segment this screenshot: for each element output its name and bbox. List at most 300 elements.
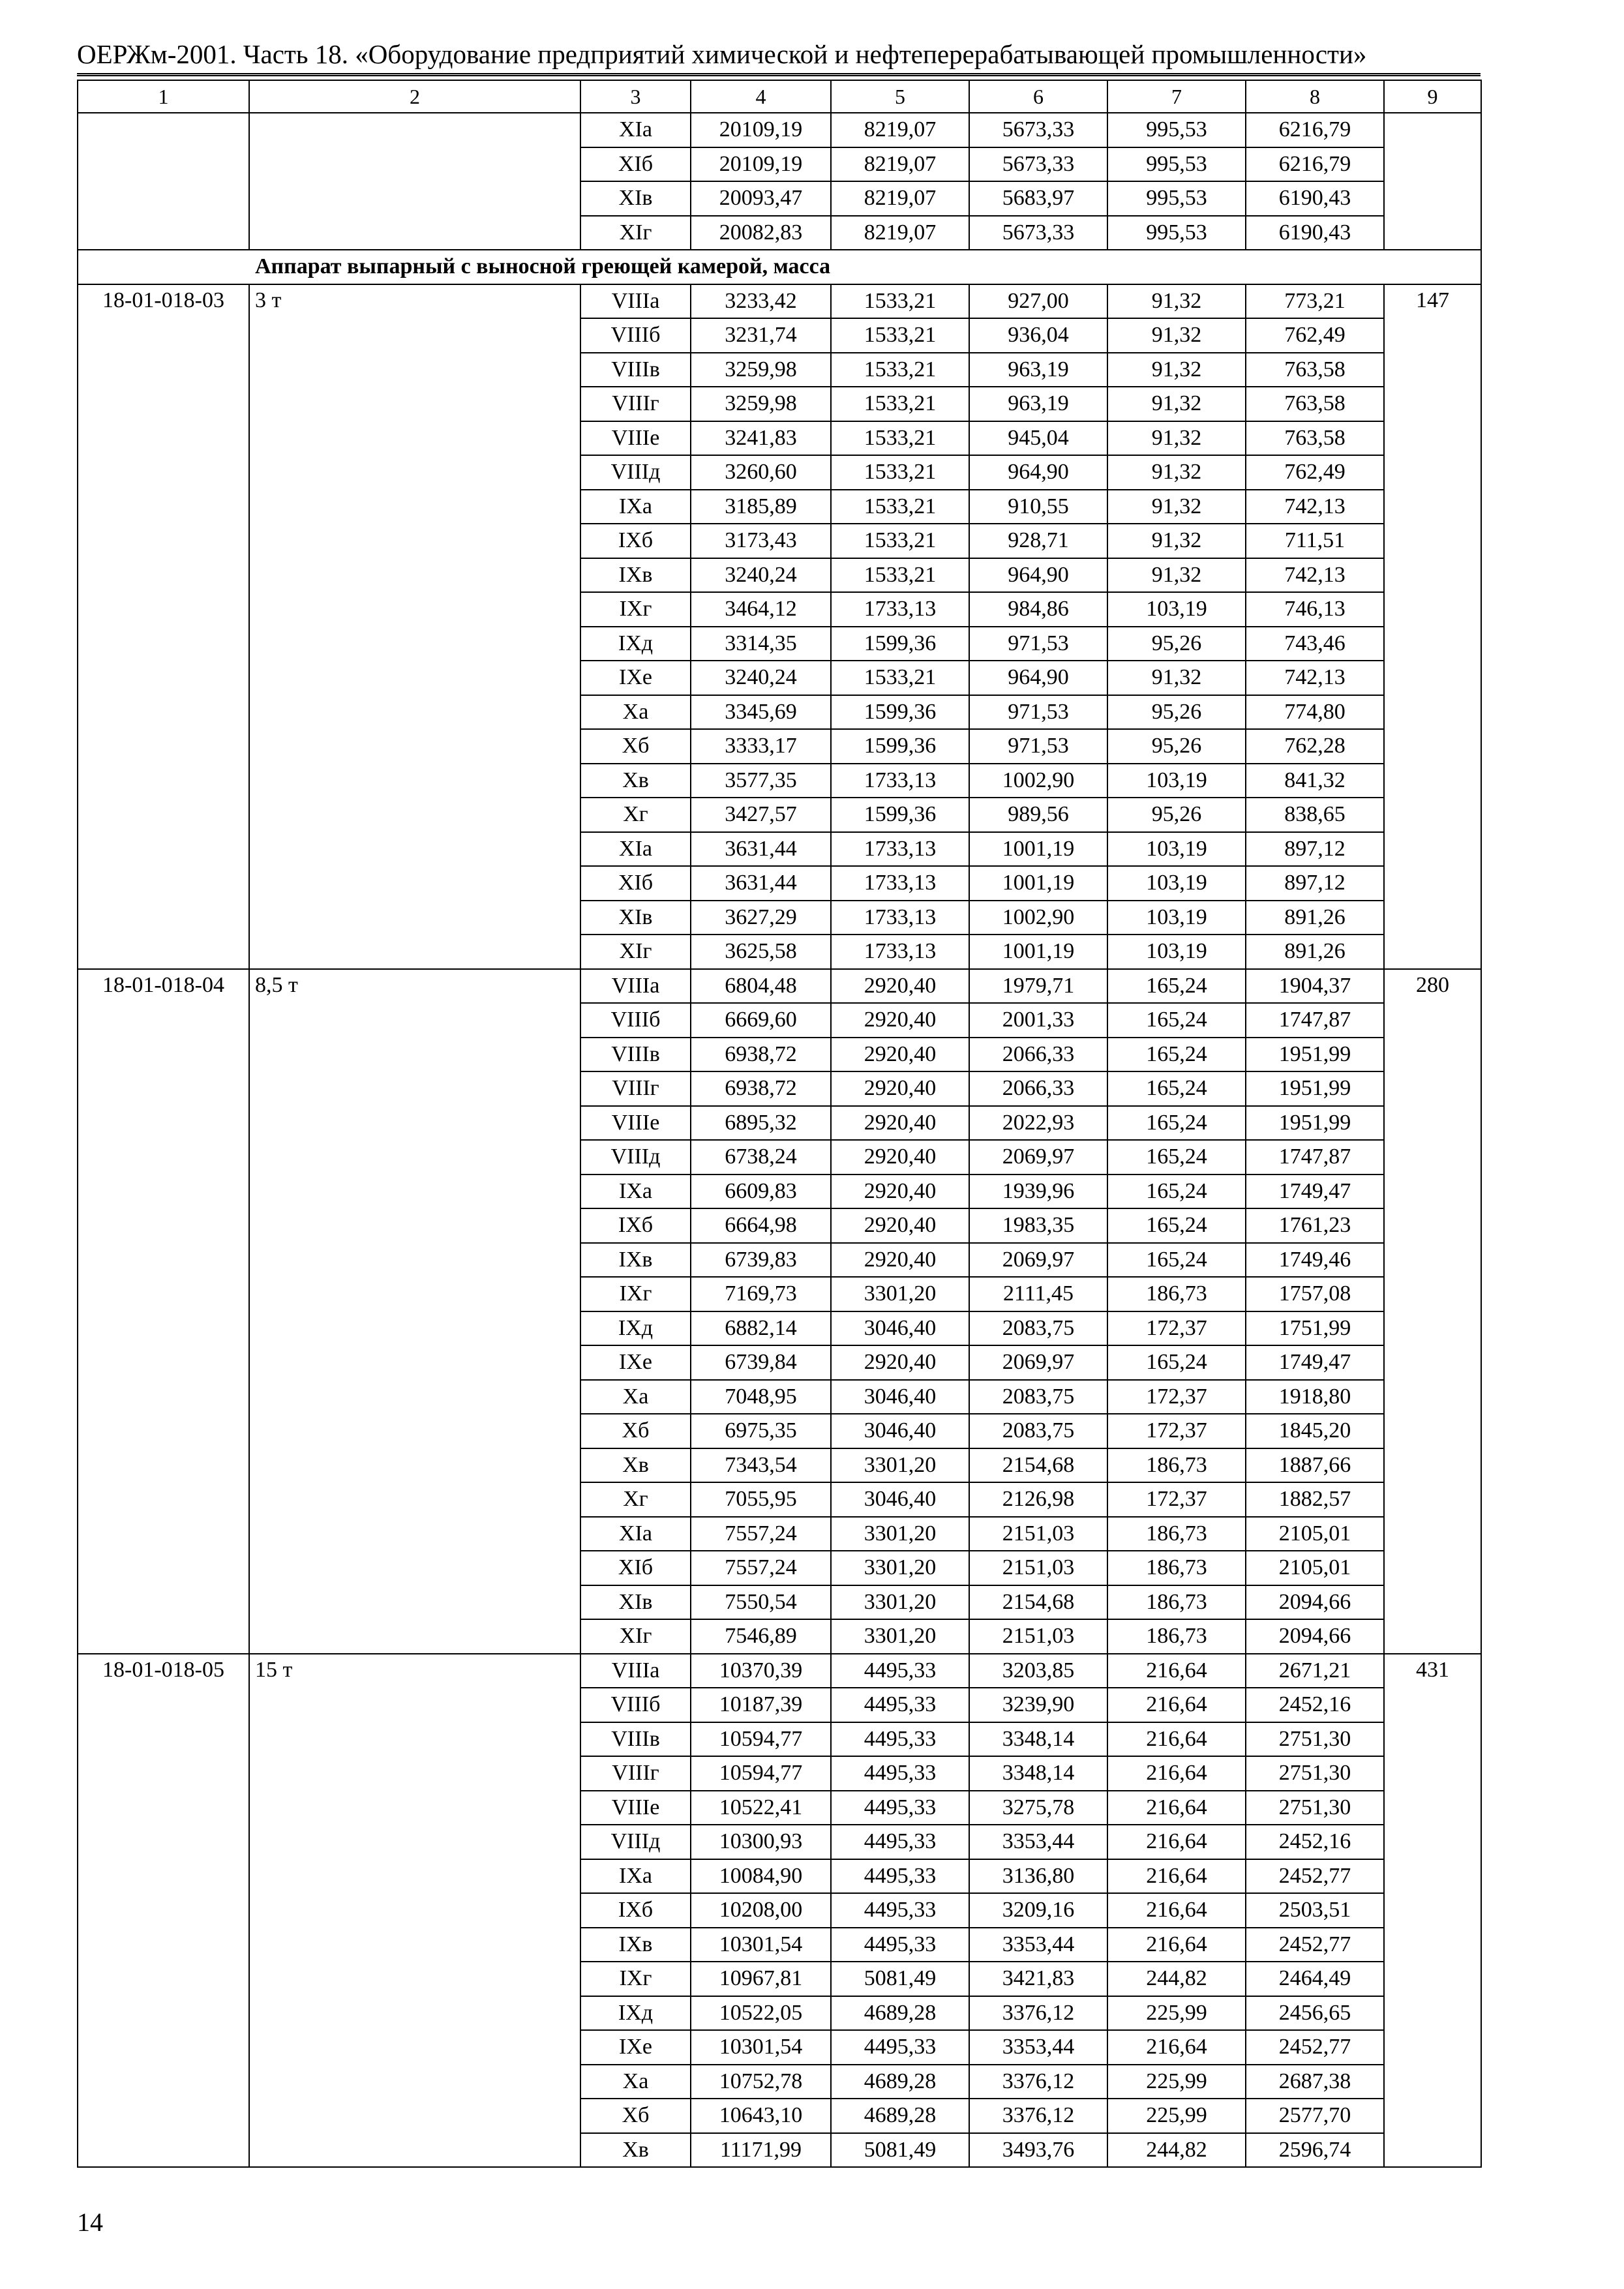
column-number: 5: [831, 80, 969, 113]
cell-materials-cost: 838,65: [1246, 798, 1384, 832]
cell-total-cost: 20093,47: [691, 181, 831, 216]
cell-materials-cost: 763,58: [1246, 421, 1384, 456]
cell-machinist-wages: 91,32: [1107, 421, 1246, 456]
cell-machinist-wages: 225,99: [1107, 2065, 1246, 2099]
cell-total-cost: 7048,95: [691, 1380, 831, 1414]
cell-machine-operation: 5673,33: [969, 147, 1107, 182]
cell-machinist-wages: 244,82: [1107, 2133, 1246, 2168]
cell-region-zone: Xг: [580, 1482, 691, 1517]
cell-machine-operation: 3348,14: [969, 1756, 1107, 1791]
cell-machinist-wages: 91,32: [1107, 661, 1246, 695]
cell-machinist-wages: 91,32: [1107, 284, 1246, 319]
cell-labor-wages: 4689,28: [831, 2065, 969, 2099]
cell-machinist-wages: 95,26: [1107, 627, 1246, 661]
cell-machinist-wages: 91,32: [1107, 387, 1246, 421]
cell-total-cost: 10370,39: [691, 1654, 831, 1688]
cell-region-zone: VIIIг: [580, 1756, 691, 1791]
cell-machine-operation: 5673,33: [969, 216, 1107, 250]
cell-machine-operation: 2126,98: [969, 1482, 1107, 1517]
page-number: 14: [77, 2207, 103, 2237]
cell-labor-wages: 4495,33: [831, 1654, 969, 1688]
cell-total-cost: 3241,83: [691, 421, 831, 456]
cell-total-cost: 10967,81: [691, 1962, 831, 1996]
cell-labor-wages: 2920,40: [831, 1140, 969, 1174]
cell-machinist-wages: 186,73: [1107, 1551, 1246, 1585]
cell-labor-wages: 3301,20: [831, 1551, 969, 1585]
cell-labor-wages: 2920,40: [831, 1208, 969, 1243]
cell-machine-operation: 2069,97: [969, 1243, 1107, 1278]
cell-materials-cost: 762,28: [1246, 729, 1384, 764]
cell-total-cost: 10301,54: [691, 2030, 831, 2065]
cell-total-cost: 20109,19: [691, 147, 831, 182]
cell-region-zone: XIа: [580, 832, 691, 867]
cell-machine-operation: 964,90: [969, 661, 1107, 695]
cell-machinist-wages: 995,53: [1107, 113, 1246, 147]
cell-total-cost: 20109,19: [691, 113, 831, 147]
cell-materials-cost: 762,49: [1246, 455, 1384, 490]
cell-region-zone: VIIIа: [580, 284, 691, 319]
cell-machine-operation: 2083,75: [969, 1311, 1107, 1346]
cell-materials-cost: 743,46: [1246, 627, 1384, 661]
cell-machine-operation: 971,53: [969, 627, 1107, 661]
column-number: 6: [969, 80, 1107, 113]
cell-materials-cost: 1757,08: [1246, 1277, 1384, 1311]
cell-materials-cost: 6216,79: [1246, 147, 1384, 182]
cell-labor-wages: 2920,40: [831, 1345, 969, 1380]
cell-machine-operation: 3421,83: [969, 1962, 1107, 1996]
cell-total-cost: 6669,60: [691, 1003, 831, 1038]
cell-labor-wages: 8219,07: [831, 113, 969, 147]
cell-machinist-wages: 186,73: [1107, 1585, 1246, 1620]
cell-total-cost: 7055,95: [691, 1482, 831, 1517]
cell-materials-cost: 1951,99: [1246, 1071, 1384, 1106]
cell-machine-operation: 964,90: [969, 455, 1107, 490]
cell-labor-wages: 1733,13: [831, 764, 969, 798]
cell-machine-operation: 2022,93: [969, 1106, 1107, 1141]
cell-machine-operation: 2151,03: [969, 1619, 1107, 1654]
cell-total-cost: 6609,83: [691, 1174, 831, 1209]
cell-materials-cost: 2452,77: [1246, 1859, 1384, 1894]
cell-machine-operation: 1002,90: [969, 764, 1107, 798]
cell-machine-operation: 927,00: [969, 284, 1107, 319]
cell-materials-cost: 2452,16: [1246, 1825, 1384, 1859]
cell-materials-cost: 6216,79: [1246, 113, 1384, 147]
cell-materials-cost: 762,49: [1246, 318, 1384, 353]
cell-machine-operation: 2151,03: [969, 1551, 1107, 1585]
cell-machine-operation: 3348,14: [969, 1722, 1107, 1757]
cell-materials-cost: 1749,47: [1246, 1174, 1384, 1209]
cell-machinist-wages: 216,64: [1107, 1928, 1246, 1962]
cell-machine-operation: 2111,45: [969, 1277, 1107, 1311]
price-table: [77, 80, 1482, 2168]
cell-machine-operation: 2001,33: [969, 1003, 1107, 1038]
cell-machinist-wages: 216,64: [1107, 1893, 1246, 1928]
cell-labor-wages: 1733,13: [831, 901, 969, 935]
cell-region-zone: VIIIв: [580, 353, 691, 387]
cell-total-cost: 6938,72: [691, 1038, 831, 1072]
cell-region-zone: XIг: [580, 935, 691, 969]
cell-total-cost: 10643,10: [691, 2099, 831, 2133]
cell-total-cost: 10301,54: [691, 1928, 831, 1962]
cell-labor-wages: 4495,33: [831, 2030, 969, 2065]
cell-materials-cost: 1845,20: [1246, 1414, 1384, 1448]
cell-labor-wages: 4495,33: [831, 1688, 969, 1722]
cell-total-cost: 3427,57: [691, 798, 831, 832]
cell-machine-operation: 3376,12: [969, 2099, 1107, 2133]
cell-labor-wages: 1599,36: [831, 627, 969, 661]
cell-total-cost: 7169,73: [691, 1277, 831, 1311]
cell-machinist-wages: 165,24: [1107, 1208, 1246, 1243]
cell-materials-cost: 897,12: [1246, 832, 1384, 867]
cell-labor-wages: 1533,21: [831, 558, 969, 593]
cell-labor-wages: 3046,40: [831, 1414, 969, 1448]
cell-item-param: 15 т: [249, 1654, 580, 2168]
cell-param-empty: [249, 113, 580, 250]
cell-labor-wages: 3301,20: [831, 1277, 969, 1311]
cell-machinist-wages: 186,73: [1107, 1517, 1246, 1551]
cell-labor-wages: 3046,40: [831, 1482, 969, 1517]
cell-machinist-wages: 216,64: [1107, 2030, 1246, 2065]
table-row: [78, 113, 1481, 147]
cell-region-zone: IXд: [580, 627, 691, 661]
cell-machinist-wages: 172,37: [1107, 1482, 1246, 1517]
cell-region-zone: IXб: [580, 1893, 691, 1928]
cell-region-zone: VIIIб: [580, 1003, 691, 1038]
cell-machinist-wages: 216,64: [1107, 1825, 1246, 1859]
cell-machine-operation: 989,56: [969, 798, 1107, 832]
cell-materials-cost: 763,58: [1246, 387, 1384, 421]
cell-labor-wages: 1533,21: [831, 421, 969, 456]
column-number-row: [78, 80, 1481, 113]
cell-materials-cost: 2687,38: [1246, 2065, 1384, 2099]
cell-machine-operation: 2069,97: [969, 1345, 1107, 1380]
cell-materials-cost: 1749,47: [1246, 1345, 1384, 1380]
cell-region-zone: Xб: [580, 729, 691, 764]
cell-labor-wages: 3301,20: [831, 1585, 969, 1620]
cell-materials-cost: 2452,77: [1246, 2030, 1384, 2065]
cell-labor-wages: 2920,40: [831, 1243, 969, 1278]
cell-materials-cost: 1751,99: [1246, 1311, 1384, 1346]
cell-total-cost: 3260,60: [691, 455, 831, 490]
cell-region-zone: Xв: [580, 2133, 691, 2168]
cell-labor-wages: 1533,21: [831, 284, 969, 319]
cell-machine-operation: 2083,75: [969, 1380, 1107, 1414]
column-number: 3: [580, 80, 691, 113]
cell-materials-cost: 1882,57: [1246, 1482, 1384, 1517]
cell-machine-operation: 1001,19: [969, 935, 1107, 969]
cell-total-cost: 10594,77: [691, 1722, 831, 1757]
cell-labor-wages: 3046,40: [831, 1380, 969, 1414]
cell-machinist-wages: 165,24: [1107, 969, 1246, 1004]
cell-materials-cost: 2751,30: [1246, 1791, 1384, 1825]
cell-machinist-wages: 244,82: [1107, 1962, 1246, 1996]
cell-machine-operation: 1983,35: [969, 1208, 1107, 1243]
cell-total-cost: 7557,24: [691, 1551, 831, 1585]
cell-materials-cost: 2751,30: [1246, 1756, 1384, 1791]
cell-materials-cost: 763,58: [1246, 353, 1384, 387]
cell-machine-operation: 3376,12: [969, 2065, 1107, 2099]
cell-total-cost: 7546,89: [691, 1619, 831, 1654]
cell-region-zone: VIIIв: [580, 1038, 691, 1072]
cell-machinist-wages: 103,19: [1107, 592, 1246, 627]
cell-materials-cost: 2596,74: [1246, 2133, 1384, 2168]
cell-total-cost: 3627,29: [691, 901, 831, 935]
cell-machine-operation: 1979,71: [969, 969, 1107, 1004]
cell-region-zone: VIIIа: [580, 1654, 691, 1688]
cell-materials-cost: 2751,30: [1246, 1722, 1384, 1757]
cell-machinist-wages: 91,32: [1107, 490, 1246, 524]
cell-machinist-wages: 995,53: [1107, 181, 1246, 216]
cell-labor-wages: 2920,40: [831, 969, 969, 1004]
cell-materials-cost: 1904,37: [1246, 969, 1384, 1004]
cell-machinist-wages: 216,64: [1107, 1688, 1246, 1722]
cell-total-cost: 3185,89: [691, 490, 831, 524]
cell-total-cost: 10752,78: [691, 2065, 831, 2099]
cell-machinist-wages: 91,32: [1107, 524, 1246, 558]
cell-machine-operation: 2154,68: [969, 1585, 1107, 1620]
header-double-rule: [77, 73, 1481, 76]
cell-item-code: 18-01-018-04: [78, 969, 249, 1654]
cell-materials-cost: 891,26: [1246, 935, 1384, 969]
cell-machine-operation: 3275,78: [969, 1791, 1107, 1825]
cell-machinist-wages: 216,64: [1107, 1654, 1246, 1688]
cell-region-zone: VIIIд: [580, 455, 691, 490]
cell-materials-cost: 891,26: [1246, 901, 1384, 935]
cell-materials-cost: 773,21: [1246, 284, 1384, 319]
table-row: [78, 969, 1481, 1004]
cell-region-zone: XIг: [580, 1619, 691, 1654]
cell-machinist-wages: 91,32: [1107, 318, 1246, 353]
cell-total-cost: 11171,99: [691, 2133, 831, 2168]
cell-materials-cost: 711,51: [1246, 524, 1384, 558]
column-number: 8: [1246, 80, 1384, 113]
cell-machine-operation: 3376,12: [969, 1996, 1107, 2031]
cell-total-cost: 6739,84: [691, 1345, 831, 1380]
cell-labor-wages: 5081,49: [831, 2133, 969, 2168]
cell-materials-cost: 742,13: [1246, 661, 1384, 695]
cell-labor-wages: 2920,40: [831, 1071, 969, 1106]
cell-region-zone: XIг: [580, 216, 691, 250]
cell-labor-wages: 8219,07: [831, 181, 969, 216]
cell-region-zone: VIIIд: [580, 1825, 691, 1859]
cell-machine-operation: 2154,68: [969, 1448, 1107, 1483]
cell-total-cost: 3464,12: [691, 592, 831, 627]
cell-machine-operation: 3493,76: [969, 2133, 1107, 2168]
cell-labor-wages: 4689,28: [831, 2099, 969, 2133]
cell-labor-wages: 2920,40: [831, 1003, 969, 1038]
cell-labor-wages: 2920,40: [831, 1174, 969, 1209]
cell-total-cost: 6882,14: [691, 1311, 831, 1346]
cell-total-cost: 6804,48: [691, 969, 831, 1004]
cell-labor-wages: 1533,21: [831, 387, 969, 421]
cell-total-cost: 10522,41: [691, 1791, 831, 1825]
cell-machinist-wages: 95,26: [1107, 729, 1246, 764]
cell-total-cost: 7557,24: [691, 1517, 831, 1551]
cell-region-zone: Xа: [580, 1380, 691, 1414]
cell-region-zone: IXг: [580, 592, 691, 627]
cell-region-zone: VIIIг: [580, 387, 691, 421]
cell-machinist-wages: 186,73: [1107, 1448, 1246, 1483]
cell-region-zone: IXа: [580, 1859, 691, 1894]
cell-materials-cost: 1749,46: [1246, 1243, 1384, 1278]
cell-labor-wages: 1533,21: [831, 455, 969, 490]
cell-labor-wages: 4495,33: [831, 1893, 969, 1928]
cell-machinist-wages: 172,37: [1107, 1414, 1246, 1448]
cell-region-zone: VIIIб: [580, 1688, 691, 1722]
cell-total-cost: 3314,35: [691, 627, 831, 661]
cell-labor-wages: 1733,13: [831, 935, 969, 969]
cell-materials-cost: 841,32: [1246, 764, 1384, 798]
cell-item-param: 8,5 т: [249, 969, 580, 1654]
table-row: [78, 1654, 1481, 1688]
cell-machine-operation: 963,19: [969, 353, 1107, 387]
cell-total-cost: 6895,32: [691, 1106, 831, 1141]
cell-region-zone: Xг: [580, 798, 691, 832]
cell-region-zone: Xв: [580, 1448, 691, 1483]
cell-machinist-wages: 225,99: [1107, 1996, 1246, 2031]
cell-machine-operation: 1001,19: [969, 866, 1107, 901]
cell-machine-operation: 963,19: [969, 387, 1107, 421]
cell-col9-empty: [1384, 113, 1481, 250]
cell-region-zone: IXб: [580, 1208, 691, 1243]
cell-item-code: 18-01-018-05: [78, 1654, 249, 2168]
cell-total-cost: 3625,58: [691, 935, 831, 969]
cell-item-param: 3 т: [249, 284, 580, 969]
cell-total-cost: 3240,24: [691, 661, 831, 695]
cell-region-zone: IXе: [580, 2030, 691, 2065]
cell-total-cost: 20082,83: [691, 216, 831, 250]
cell-materials-cost: 2094,66: [1246, 1619, 1384, 1654]
cell-machine-operation: 3209,16: [969, 1893, 1107, 1928]
cell-machinist-wages: 103,19: [1107, 935, 1246, 969]
cell-materials-cost: 1951,99: [1246, 1038, 1384, 1072]
cell-machine-operation: 2151,03: [969, 1517, 1107, 1551]
cell-machinist-wages: 165,24: [1107, 1106, 1246, 1141]
price-table-body: [78, 80, 1481, 2167]
cell-materials-cost: 1747,87: [1246, 1003, 1384, 1038]
cell-region-zone: IXа: [580, 490, 691, 524]
cell-region-zone: IXд: [580, 1311, 691, 1346]
cell-labor-wages: 4495,33: [831, 1859, 969, 1894]
section-title: Аппарат выпарный с выносной греющей камерой, масса: [78, 250, 1481, 284]
cell-labor-wages: 1533,21: [831, 318, 969, 353]
cell-total-cost: 3333,17: [691, 729, 831, 764]
cell-materials-cost: 2105,01: [1246, 1517, 1384, 1551]
cell-machinist-wages: 165,24: [1107, 1140, 1246, 1174]
cell-total-cost: 3233,42: [691, 284, 831, 319]
cell-machine-operation: 3353,44: [969, 1928, 1107, 1962]
cell-machinist-wages: 95,26: [1107, 695, 1246, 730]
cell-total-cost: 6738,24: [691, 1140, 831, 1174]
cell-machinist-wages: 95,26: [1107, 798, 1246, 832]
column-number: 7: [1107, 80, 1246, 113]
cell-total-cost: 3631,44: [691, 866, 831, 901]
cell-machine-operation: 945,04: [969, 421, 1107, 456]
cell-region-zone: IXв: [580, 558, 691, 593]
cell-region-zone: Xа: [580, 2065, 691, 2099]
cell-materials-cost: 897,12: [1246, 866, 1384, 901]
cell-labor-wages: 1533,21: [831, 353, 969, 387]
cell-region-zone: IXб: [580, 524, 691, 558]
cell-machinist-wages: 216,64: [1107, 1756, 1246, 1791]
cell-machine-operation: 3136,80: [969, 1859, 1107, 1894]
cell-machinist-wages: 91,32: [1107, 353, 1246, 387]
cell-machinist-wages: 216,64: [1107, 1722, 1246, 1757]
column-number: 1: [78, 80, 249, 113]
cell-total-cost: 10300,93: [691, 1825, 831, 1859]
cell-region-zone: XIб: [580, 866, 691, 901]
cell-region-zone: IXа: [580, 1174, 691, 1209]
cell-total-cost: 3345,69: [691, 695, 831, 730]
cell-materials-cost: 6190,43: [1246, 181, 1384, 216]
cell-materials-cost: 742,13: [1246, 558, 1384, 593]
cell-machine-operation: 2066,33: [969, 1038, 1107, 1072]
table-row: [78, 284, 1481, 319]
cell-total-cost: 3577,35: [691, 764, 831, 798]
cell-machine-operation: 2083,75: [969, 1414, 1107, 1448]
cell-region-zone: VIIIд: [580, 1140, 691, 1174]
cell-machine-operation: 964,90: [969, 558, 1107, 593]
cell-machinist-wages: 995,53: [1107, 216, 1246, 250]
cell-machinist-wages: 165,24: [1107, 1071, 1246, 1106]
column-number: 9: [1384, 80, 1481, 113]
cell-machinist-wages: 172,37: [1107, 1311, 1246, 1346]
cell-materials-cost: 746,13: [1246, 592, 1384, 627]
cell-region-zone: XIб: [580, 1551, 691, 1585]
cell-labor-wages: 8219,07: [831, 147, 969, 182]
cell-total-cost: 3240,24: [691, 558, 831, 593]
cell-materials-cost: 2577,70: [1246, 2099, 1384, 2133]
cell-materials-cost: 1918,80: [1246, 1380, 1384, 1414]
cell-labor-wages: 4495,33: [831, 1825, 969, 1859]
cell-labor-wages: 2920,40: [831, 1038, 969, 1072]
cell-materials-cost: 2452,77: [1246, 1928, 1384, 1962]
cell-labor-wages: 1733,13: [831, 832, 969, 867]
cell-machinist-wages: 103,19: [1107, 832, 1246, 867]
cell-machine-operation: 5673,33: [969, 113, 1107, 147]
cell-machinist-wages: 216,64: [1107, 1791, 1246, 1825]
cell-region-zone: VIIIе: [580, 421, 691, 456]
cell-machine-operation: 910,55: [969, 490, 1107, 524]
cell-item-code: 18-01-018-03: [78, 284, 249, 969]
cell-region-zone: XIа: [580, 1517, 691, 1551]
cell-machinist-wages: 216,64: [1107, 1859, 1246, 1894]
cell-total-cost: 7343,54: [691, 1448, 831, 1483]
cell-region-zone: IXг: [580, 1277, 691, 1311]
cell-machine-operation: 3353,44: [969, 2030, 1107, 2065]
cell-total-cost: 10594,77: [691, 1756, 831, 1791]
cell-labor-wages: 3046,40: [831, 1311, 969, 1346]
cell-machine-operation: 928,71: [969, 524, 1107, 558]
cell-machinist-wages: 165,24: [1107, 1243, 1246, 1278]
cell-machine-operation: 984,86: [969, 592, 1107, 627]
cell-region-zone: IXд: [580, 1996, 691, 2031]
cell-labor-wages: 5081,49: [831, 1962, 969, 1996]
cell-materials-cost: 2456,65: [1246, 1996, 1384, 2031]
cell-machinist-wages: 165,24: [1107, 1174, 1246, 1209]
cell-machinist-wages: 225,99: [1107, 2099, 1246, 2133]
cell-materials-cost: 2464,49: [1246, 1962, 1384, 1996]
cell-machinist-wages: 165,24: [1107, 1345, 1246, 1380]
cell-machine-operation: 971,53: [969, 695, 1107, 730]
cell-labor-wages: 4495,33: [831, 1722, 969, 1757]
cell-region-zone: VIIIв: [580, 1722, 691, 1757]
cell-machinist-wages: 186,73: [1107, 1277, 1246, 1311]
cell-labor-wages: 3301,20: [831, 1517, 969, 1551]
cell-labor-wages: 2920,40: [831, 1106, 969, 1141]
cell-col9-value: 431: [1384, 1654, 1481, 2168]
cell-labor-wages: 1599,36: [831, 798, 969, 832]
